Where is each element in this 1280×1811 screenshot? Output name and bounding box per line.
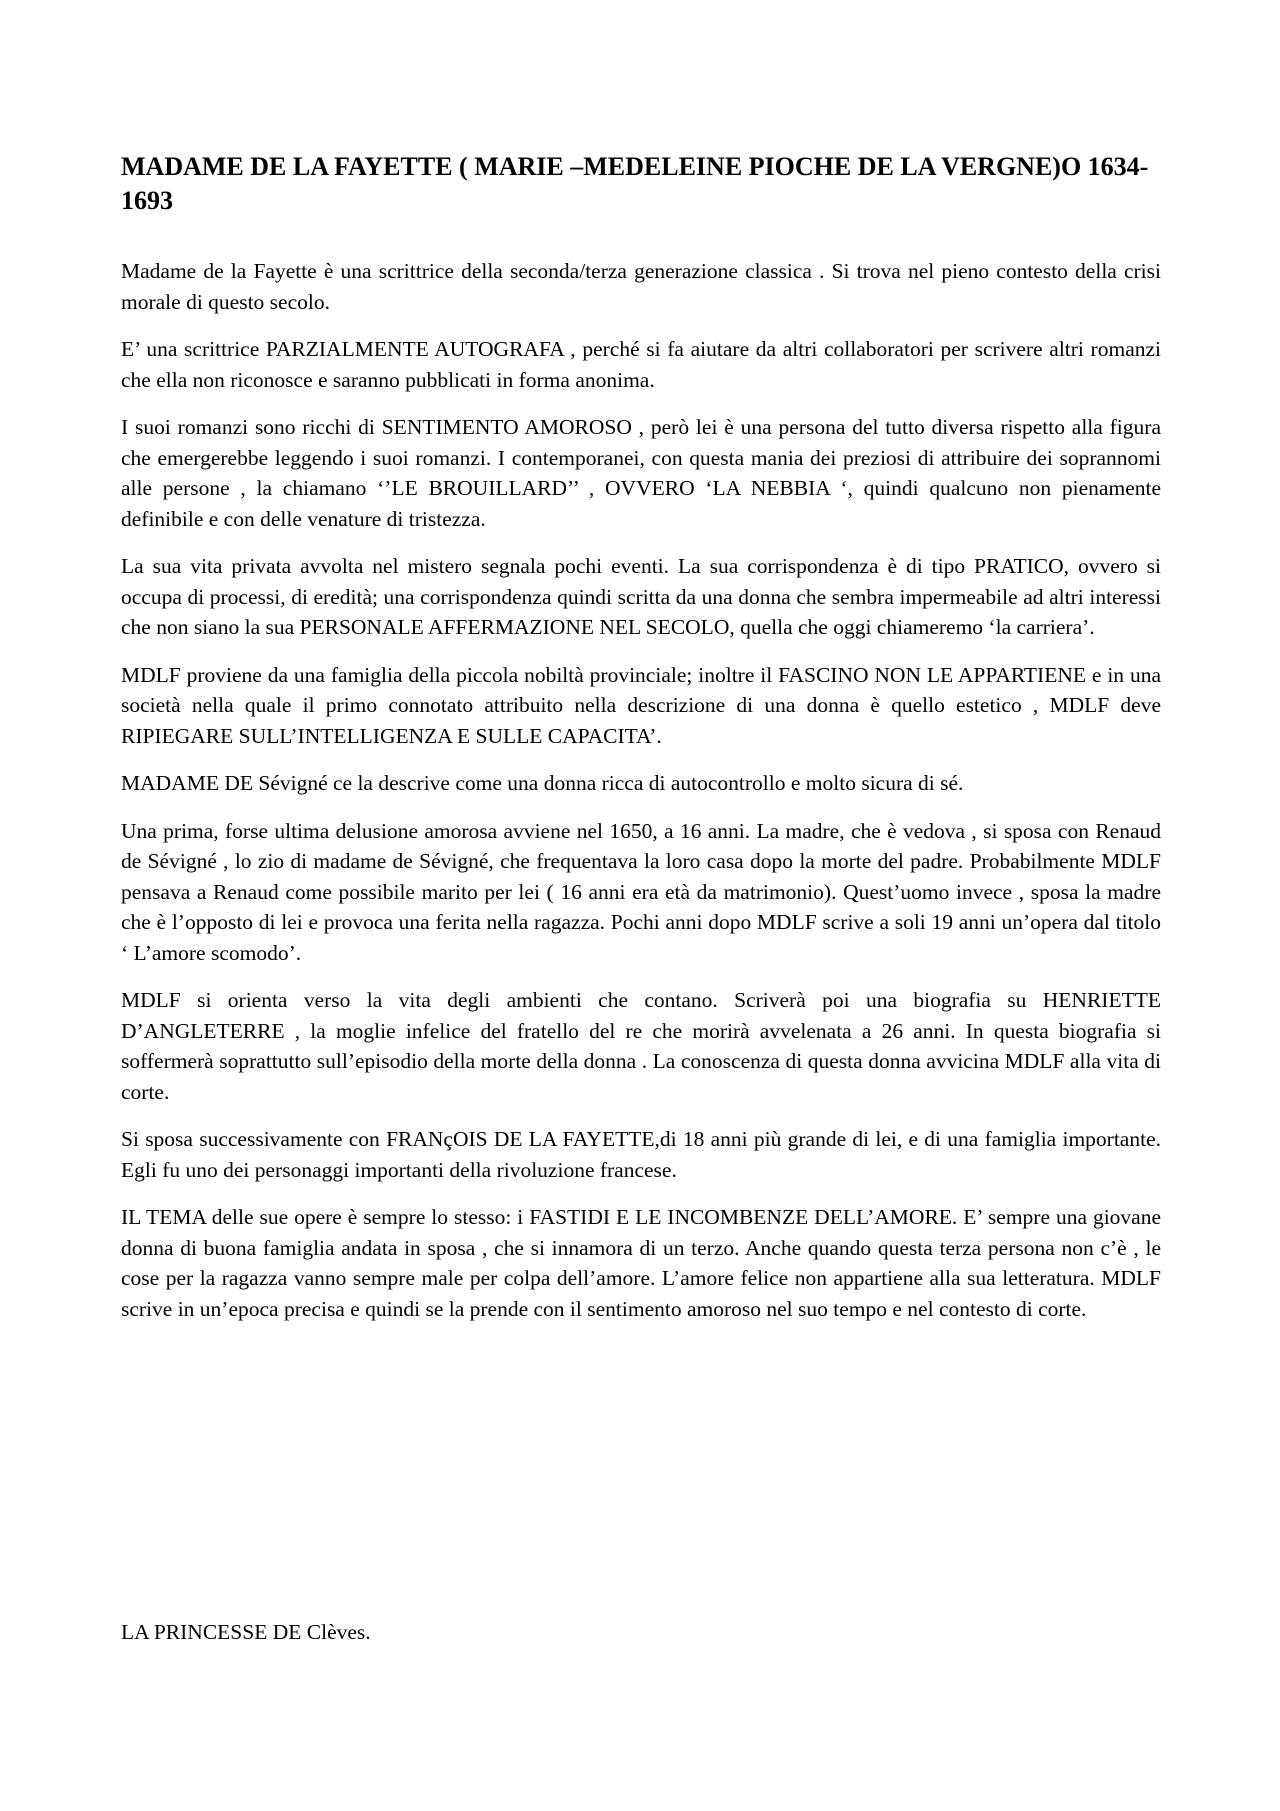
paragraph: IL TEMA delle sue opere è sempre lo stesso: i FASTIDI E LE INCOMBENZE DELL’AMORE. E’ sempre una giovane donna di buona famiglia andata in sposa , che si innamora di un terzo. Anche quando questa terza persona non c’è , le cose per la ragazza vanno sempre male per colpa dell’amore. L’amore felice non appartiene alla sua letteratura. MDLF scrive in un’epoca precisa e quindi se la prende con il sentimento amoroso nel suo tempo e nel contesto di corte. [121, 1205, 1161, 1321]
paragraph: Madame de la Fayette è una scrittrice della seconda/terza generazione classica . Si trova nel pieno contesto della crisi morale di questo secolo. [121, 259, 1161, 314]
section-heading: LA PRINCESSE DE Clèves. [121, 1620, 371, 1644]
paragraph: MDLF proviene da una famiglia della piccola nobiltà provinciale; inoltre il FASCINO NON LE APPARTIENE e in una società nella quale il primo connotato attribuito nella descrizione di una donna è quello estetico , MDLF deve RIPIEGARE SULL’INTELLIGENZA E SULLE CAPACITA’. [121, 662, 1161, 748]
paragraph: MADAME DE Sévigné ce la descrive come una donna ricca di autocontrollo e molto sicura di sé. [121, 771, 964, 795]
paragraph: Una prima, forse ultima delusione amorosa avviene nel 1650, a 16 anni. La madre, che è vedova , si sposa con Renaud de Sévigné , lo zio di madame de Sévigné, che frequentava la loro casa dopo la morte del padre. Probabilmente MDLF pensava a Renaud come possibile marito per lei ( 16 anni era età da matrimonio). Quest’uomo invece , sposa la madre che è l’opposto di lei e provoca una ferita nella ragazza. Pochi anni dopo MDLF scrive a soli 19 anni un’opera dal titolo ‘ L’amore scomodo’. [121, 818, 1161, 965]
paragraph: I suoi romanzi sono ricchi di SENTIMENTO AMOROSO , però lei è una persona del tutto diversa rispetto alla figura che emergerebbe leggendo i suoi romanzi. I contemporanei, con questa mania dei preziosi di attribuire dei soprannomi alle persone , la chiamano ‘’LE BROUILLARD’’ , OVVERO ‘LA NEBBIA ‘, quindi qualcuno non pienamente definibile e con delle venature di tristezza. [121, 415, 1161, 531]
document-body [121, 150, 1161, 1341]
paragraph: La sua vita privata avvolta nel mistero segnala pochi eventi. La sua corrispondenza è di tipo PRATICO, ovvero si occupa di processi, di eredità; una corrispondenza quindi scritta da una donna che sembra impermeabile ad altri interessi che non siano la sua PERSONALE AFFERMAZIONE NEL SECOLO, quella che oggi chiameremo ‘la carriera’. [121, 554, 1161, 639]
paragraph: E’ una scrittrice PARZIALMENTE AUTOGRAFA , perché si fa aiutare da altri collaboratori per scrivere altri romanzi che ella non riconosce e saranno pubblicati in forma anonima. [121, 337, 1161, 392]
paragraph: Si sposa successivamente con FRANçOIS DE LA FAYETTE,di 18 anni più grande di lei, e di una famiglia importante. Egli fu uno dei personaggi importanti della rivoluzione francese. [121, 1127, 1161, 1182]
paragraph: MDLF si orienta verso la vita degli ambienti che contano. Scriverà poi una biografia su HENRIETTE D’ANGLETERRE , la moglie infelice del fratello del re che morirà avvelenata a 26 anni. In questa biografia si soffermerà soprattutto sull’episodio della morte della donna . La conoscenza di questa donna avvicina MDLF alla vita di corte. [121, 988, 1161, 1104]
document-title: MADAME DE LA FAYETTE ( MARIE –MEDELEINE PIOCHE DE LA VERGNE)O 1634-1693 [121, 152, 1149, 215]
